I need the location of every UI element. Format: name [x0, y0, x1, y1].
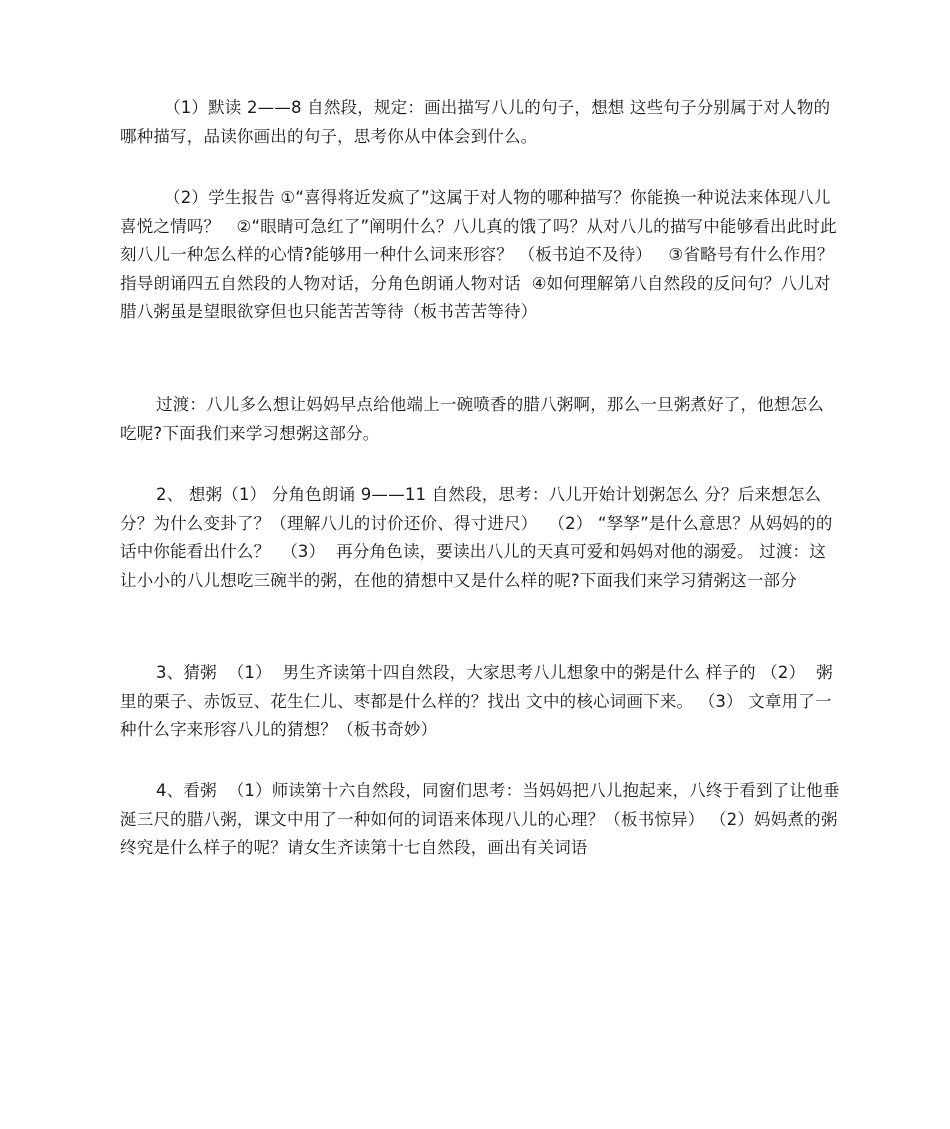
paragraph-reading-task: （1）默读 2——8 自然段，规定：画出描写八儿的句子，想想 这些句子分别属于对人物的哪种描写，品读你画出的句子，思考你从中体会到什么。 [120, 98, 831, 146]
paragraph-transition: 过渡：八儿多么想让妈妈早点给他端上一碗喷香的腊八粥啊，那么一旦粥煮好了，他想怎么吃呢?下面我们来学习想粥这部分。 [120, 395, 824, 443]
paragraph-think-porridge: 2、 想粥（1） 分角色朗诵 9——11 自然段，思考：八儿开始计划粥怎么 分？后来想怎么分？为什么变卦了？（理解八儿的讨价还价、得寸进尺） （2） “孥孥”是什么意思？从妈妈的的话中你能看出什么？ （3） 再分角色读，要读出八儿的天真可爱和妈妈对他的溺爱。 过渡：这让小小的八儿想吃三碗半的粥，在他的猜想中又是什么样的呢?下面我们来学习猜粥这一部分 [120, 485, 833, 590]
paragraph-student-report: （2）学生报告 ①“喜得将近发疯了”这属于对人物的哪种描写？你能换一种说法来体现八儿喜悦之情吗？ ②“眼睛可急红了”阐明什么？八儿真的饿了吗？从对八儿的描写中能够看出此时此刻八儿一种怎么样的心情?能够用一种什么词来形容？ （板书迫不及待） ③省略号有什么作用？指导朗诵四五自然段的人物对话，分角色朗诵人物对话 ④如何理解第八自然段的反问句？八儿对腊八粥虽是望眼欲穿但也只能苦苦等待（板书苦苦等待） [120, 188, 837, 321]
paragraph-look-porridge: 4、看粥 （1）师读第十六自然段，同窗们思考：当妈妈把八儿抱起来，八终于看到了让他垂涎三尺的腊八粥，课文中用了一种如何的词语来体现八儿的心理？（板书惊异） （2）妈妈煮的粥终究是什么样子的呢？请女生齐读第十七自然段，画出有关词语 [120, 781, 840, 857]
paragraph-guess-porridge: 3、猜粥 （1） 男生齐读第十四自然段，大家思考八儿想象中的粥是什么 样子的 （2） 粥里的栗子、赤饭豆、花生仁儿、枣都是什么样的？找出 文中的核心词画下来。 （3） 文章用了一种什么字来形容八儿的猜想？（板书奇妙） [120, 663, 833, 739]
